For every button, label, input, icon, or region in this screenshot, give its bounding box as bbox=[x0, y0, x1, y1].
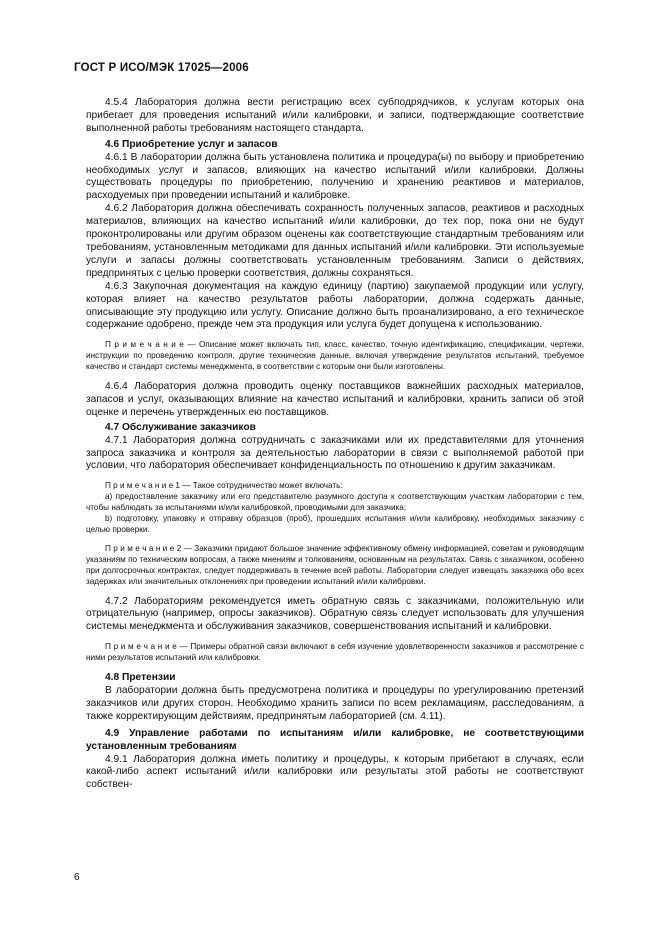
paragraph-4-6-4: 4.6.4 Лаборатория должна проводить оценку поставщиков важнейших расходных материалов, запасов и услуг, оказывающих влияние на качество испытаний и калибровки, хранить записи об этой оценке и перечень утвержденных ею поставщиков. bbox=[86, 381, 584, 418]
note-label: П р и м е ч а н и е bbox=[105, 642, 177, 652]
document-body bbox=[86, 97, 584, 792]
heading-4-6: 4.6 Приобретение услуг и запасов bbox=[105, 138, 278, 150]
note-2 bbox=[86, 544, 584, 588]
paragraph-4-7-2: 4.7.2 Лабораториям рекомендуется иметь обратную связь с заказчиками, положительную или отрицательную (например, опросы заказчиков). Обратную связь следует использовать для улучшения системы менеджмента и обслуживания заказчиков, совершенствования испытаний и калибровки. bbox=[86, 595, 584, 633]
note-1-label: П р и м е ч а н и е 1 bbox=[105, 481, 180, 491]
note-1-item-b: b) подготовку, упаковку и отправку образцов (проб), прошедших испытания и/или калибровку, необходимых заказчику с целью проверки. bbox=[86, 514, 584, 534]
note-1-item-a: a) предоставление заказчику или его представителю разумного доступа к соответствующим участкам лаборатории с тем, чтобы наблюдать за испытаниями и/или калибровкой, проводимыми для заказчика; bbox=[86, 492, 584, 513]
paragraph-4-6-1: 4.6.1 В лаборатории должна быть установлена политика и процедура(ы) по выбору и приобретению необходимых услуг и запасов, влияющих на качество испытаний и/или калибровки. Должны существовать процедуры по приобретению, получению и хранению реактивов и материалов, расходуемых при проведении испытаний и калибровке. bbox=[86, 151, 584, 202]
note-1 bbox=[86, 481, 584, 492]
note-text: — Примеры обратной связи включают в себя изучение удовлетворенности заказчиков и рассмотрение с ними результатов испытаний или калибровки. bbox=[86, 642, 584, 663]
note-4-6-3 bbox=[86, 340, 584, 373]
paragraph-4-7-1: 4.7.1 Лаборатория должна сотрудничать с заказчиками или их представителями для уточнения запроса заказчика и контроля за деятельностью лаборатории в связи с выполняемой работой при условии, что лаборатория обеспечивает конфиденциальность по отношению к другим заказчикам. bbox=[86, 434, 584, 472]
paragraph-4-6-2: 4.6.2 Лаборатория должна обеспечивать сохранность полученных запасов, реактивов и расходных материалов, влияющих на качество испытаний и/или калибровки, до тех пор, пока они не будут проконтролированы или другим образом оценены как соответствующие стандартным требованиям или требованиям, установленным методиками для данных испытаний и/или калибровки. Эти используемые услуги и запасы должны соответствовать установленным требованиям. Записи о действиях, предпринятых с целью проверки соответствия, должны сохраняться. bbox=[86, 203, 584, 279]
paragraph-4-8: В лаборатории должна быть предусмотрена политика и процедуры по урегулированию претензий заказчиков или других сторон. Необходимо хранить записи по всем рекламациям, расследованиям, а также корректирующим действиям, предпринятым лабораторией (см. 4.11). bbox=[86, 684, 584, 722]
note-1-group bbox=[86, 481, 584, 536]
heading-4-8: 4.8 Претензии bbox=[105, 672, 176, 684]
paragraph-4-6-3: 4.6.3 Закупочная документация на каждую единицу (партию) закупаемой продукции или услугу, которая влияет на качество результатов работы лаборатории, должна содержать данные, описывающие эту продукцию или услугу. Описание должно быть проанализировано, а его техническое содержание одобрено, прежде чем эта продукция или услуга будет допущена к использованию. bbox=[86, 280, 584, 331]
document-header: ГОСТ Р ИСО/МЭК 17025—2006 bbox=[74, 62, 249, 74]
paragraph-4-5-4: 4.5.4 Лаборатория должна вести регистрацию всех субподрядчиков, к услугам которых она прибегает для проведения испытаний и/или калибровки, и записи, подтверждающие соответствие выполненной работы требованиям настоящего стандарта. bbox=[86, 97, 584, 134]
note-2-text: — Заказчики придают большое значение эффективному обмену информацией, советам и руководящим указаниям по техническим вопросам, а также мнениям и толкованиям, основанным на результатах. Связь с заказчиком, особенно при долгосрочных контрактах, следует поддерживать в течение всей работы. Лаборатории следует извещать заказчика обо всех задержках или значительных отклонениях при проведении испытаний и/или калибровки. bbox=[86, 543, 585, 586]
paragraph-4-9-1: 4.9.1 Лаборатория должна иметь политику и процедуры, к которым прибегают в случаях, если какой-либо аспект испытаний и/или калибровки или результаты этой работы не соответствуют собствен- bbox=[86, 753, 584, 791]
page-number: 6 bbox=[74, 872, 80, 883]
heading-4-9: 4.9 Управление работами по испытаниям и/или калибровке, не соответствующими установленным требованиям bbox=[86, 727, 584, 752]
heading-4-7: 4.7 Обслуживание заказчиков bbox=[105, 421, 256, 433]
note-label: П р и м е ч а н и е bbox=[105, 340, 184, 350]
note-text: — Описание может включать тип, класс, качество, точную идентификацию, спецификации, чертежи, инструкции по проведению контроля, другие технические данные, включая утверждение результатов испытаний, требуемое качество и стандарт системы менеджмента, в соответствии с которым они были изготовлены. bbox=[86, 340, 584, 372]
note-1-text: — Такое сотрудничество может включать: bbox=[179, 481, 343, 491]
note-2-label: П р и м е ч а н и е 2 bbox=[105, 543, 182, 553]
note-4-7-2 bbox=[86, 642, 584, 664]
